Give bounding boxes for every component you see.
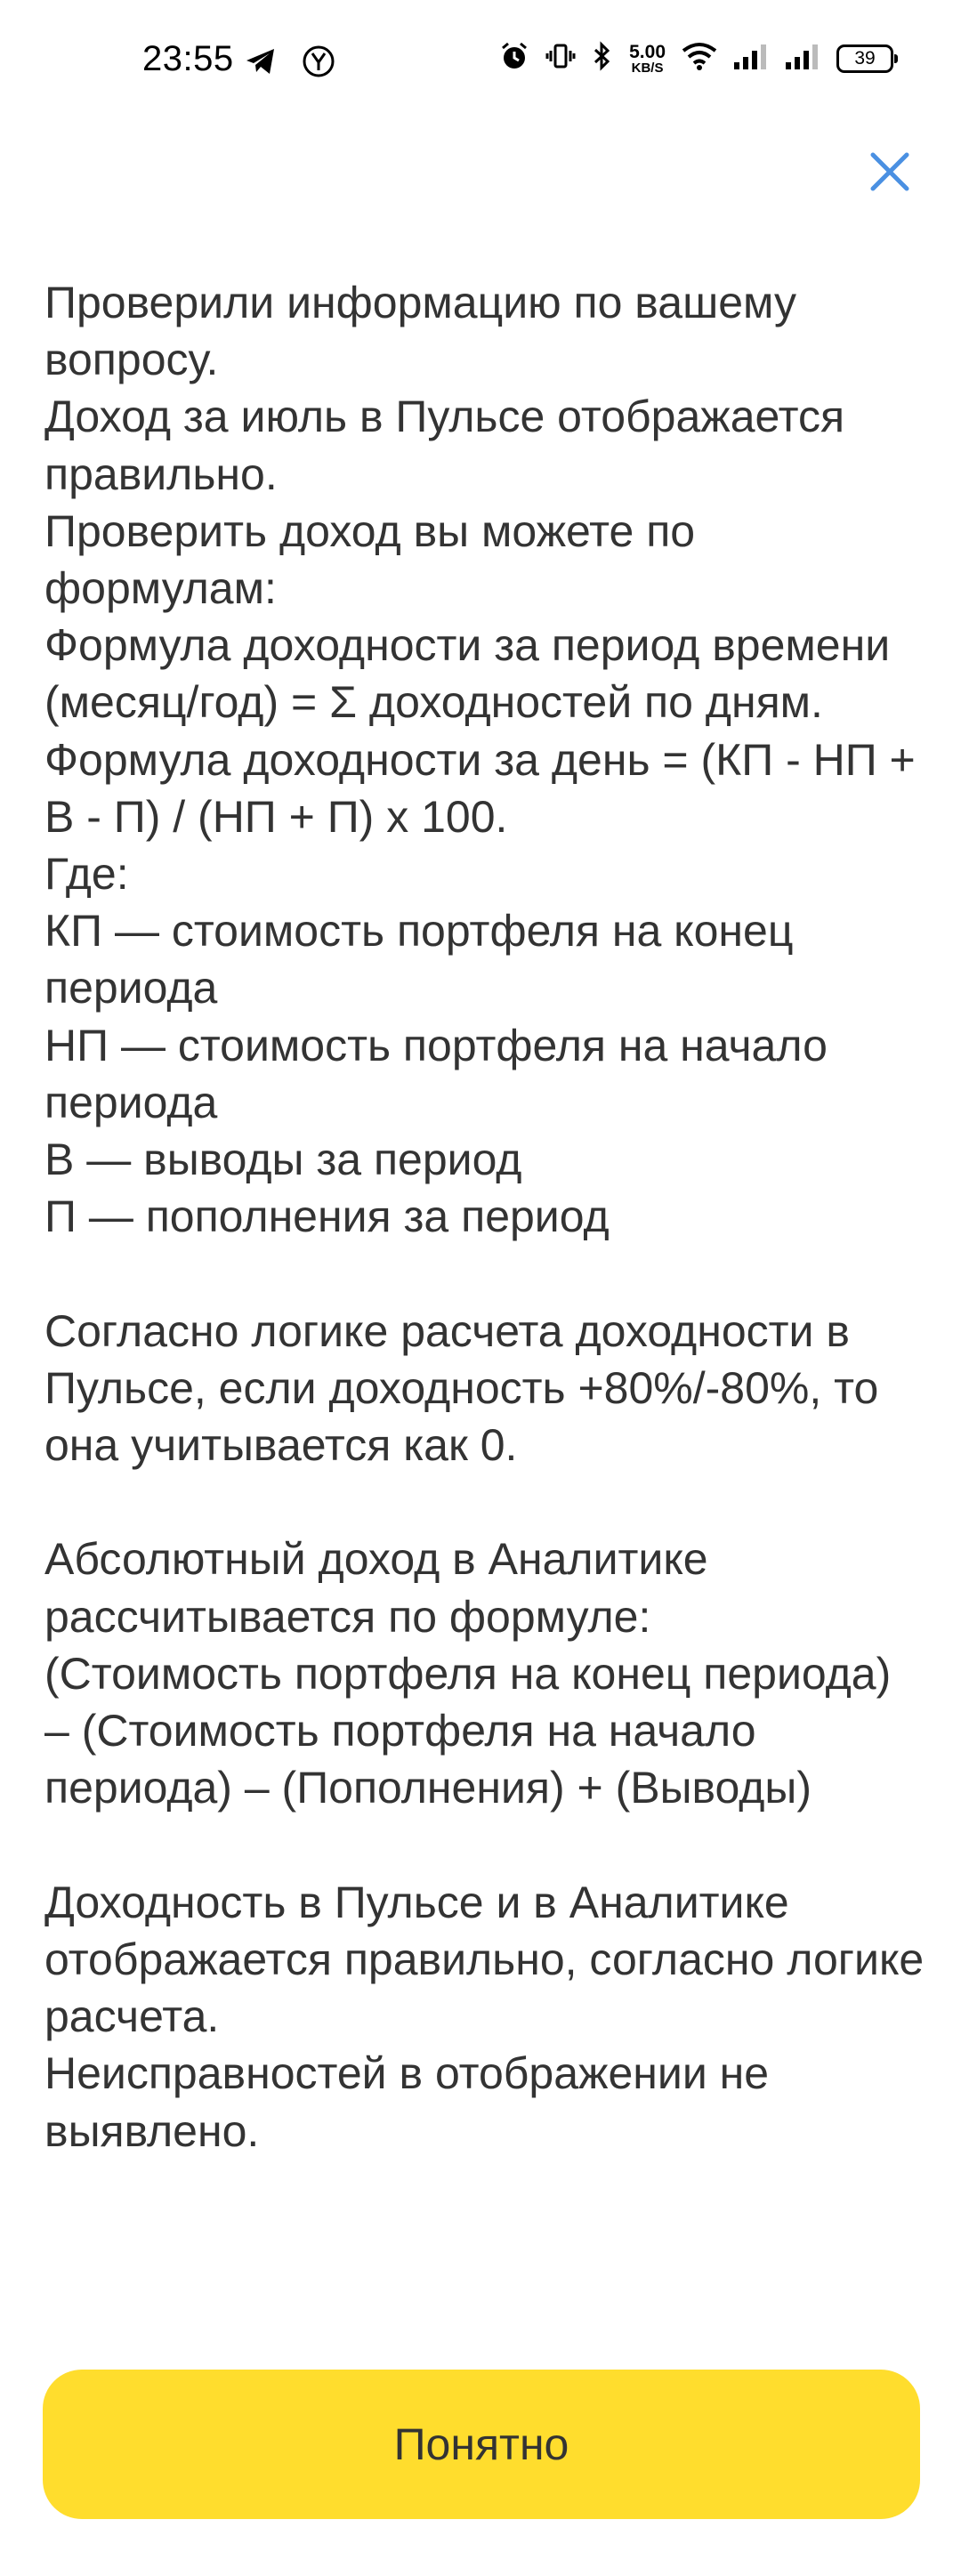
status-right-icons (499, 41, 893, 76)
status-time: 23:55 (142, 39, 234, 78)
wifi-icon (682, 42, 717, 75)
signal-icon (785, 43, 820, 74)
network-speed-value: 5.00 (629, 41, 666, 62)
signal-icon (733, 43, 769, 74)
status-left-icons (245, 44, 335, 83)
alarm-icon (499, 41, 529, 76)
close-button[interactable] (863, 147, 917, 200)
bluetooth-icon (592, 41, 613, 76)
ok-button[interactable]: Понятно (43, 2370, 920, 2519)
message-text: Проверили информацию по вашему вопросу. Доход за июль в Пульсе отображается правильно. Проверить доход вы можете по формулам: Формула доходности за период времени (месяц/год) = Σ доходностей по дням. Формула доходности за день = (КП - НП + В - П) / (НП + П) х 100. Где: КП — стоимость портфеля на конец периода НП — стоимость портфеля на начало периода В — выводы за период П — пополнения за период Согласно логике расчета доходности в Пульсе, если доходность +80%/-80%, то она учитывается как 0. Абсолютный доход в Аналитике рассчитывается по формуле: (Стоимость портфеля на конец периода) – (Стоимость портфеля на начало периода) – (Пополнения) + (Выводы) Доходность в Пульсе и в Аналитике отображается правильно, согласно логике расчета. Неисправностей в отображении не выявлено. (44, 278, 925, 2156)
network-speed (629, 43, 666, 75)
close-icon[interactable] (869, 151, 910, 197)
battery-indicator: 39 (836, 44, 893, 73)
status-bar (0, 0, 961, 125)
telegram-icon (245, 47, 277, 80)
network-speed-unit: KB/S (631, 60, 664, 76)
yandex-icon (302, 44, 335, 83)
vibrate-icon (545, 41, 576, 76)
